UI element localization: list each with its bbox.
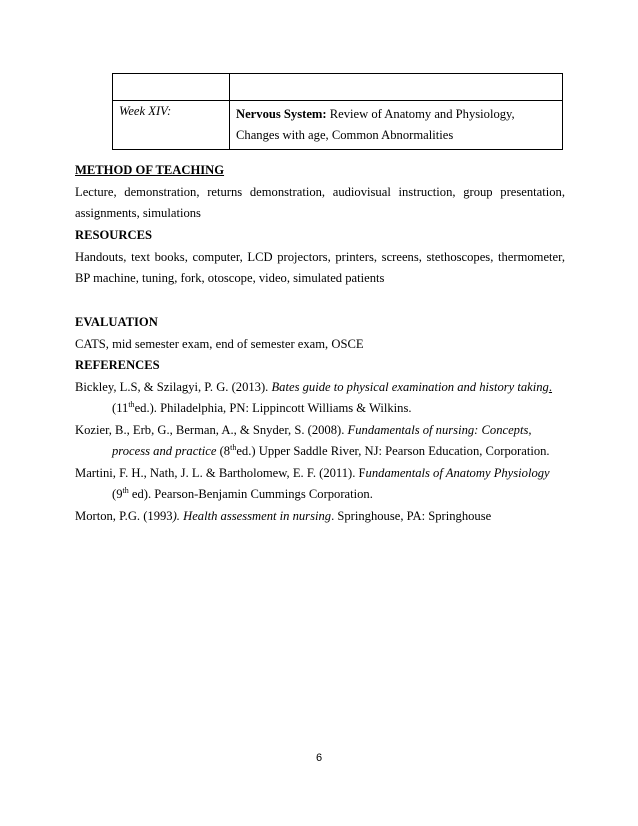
ref-title: Bates guide to physical examination and history taking xyxy=(271,379,549,394)
ref-title: Fundamentals of nursing: Concepts, process and practice xyxy=(112,422,532,458)
week-topic xyxy=(230,101,563,150)
ref-title: ). Health assessment in nursing xyxy=(172,508,332,523)
reference-item xyxy=(75,506,565,528)
table-row-empty xyxy=(113,74,563,101)
evaluation-text: CATS, mid semester exam, end of semester exam, OSCE xyxy=(75,336,364,351)
ref-edition-sup: th xyxy=(122,485,129,495)
ref-authors: Morton, P.G. (1993 xyxy=(75,508,173,523)
week-table xyxy=(112,73,563,150)
ref-authors: Kozier, B., Erb, G., Berman, A., & Snyder, S. (2008). xyxy=(75,422,348,437)
reference-item xyxy=(75,420,565,463)
ref-edition: (8 xyxy=(216,444,231,458)
method-heading: METHOD OF TEACHING xyxy=(75,163,225,177)
page-number: 6 xyxy=(315,752,323,764)
reference-item xyxy=(75,377,565,420)
table-row-week xyxy=(113,101,563,150)
ref-authors: Martini, F. H., Nath, J. L. & Bartholomew, E. F. (2011). F xyxy=(75,465,366,480)
resources-section xyxy=(75,225,565,290)
references-section xyxy=(75,355,565,527)
ref-title: undamentals of Anatomy Physiology xyxy=(365,465,550,480)
references-heading: REFERENCES xyxy=(75,358,160,372)
ref-edition-sup: th xyxy=(230,442,237,452)
ref-edition: (11 xyxy=(112,401,129,415)
week-label: Week XIV: xyxy=(113,101,230,150)
evaluation-section xyxy=(75,312,565,355)
ref-publisher: . Springhouse, PA: Springhouse xyxy=(331,508,492,523)
topic-text: Review of Anatomy and Physiology, Changes with age, Common Abnormalities xyxy=(236,107,515,142)
ref-tail: . xyxy=(548,379,553,394)
ref-publisher: ed). Pearson-Benjamin Cummings Corporation. xyxy=(128,487,373,501)
reference-item xyxy=(75,463,565,506)
ref-edition-sup: th xyxy=(128,399,135,409)
table-cell-empty-1 xyxy=(113,74,230,101)
ref-publisher: ed.). Philadelphia, PN: Lippincott Williams & Wilkins. xyxy=(134,401,412,415)
method-section xyxy=(75,160,565,225)
resources-text: Handouts, text books, computer, LCD projectors, printers, screens, stethoscopes, thermometer, BP machine, tuning, fork, otoscope, video, simulated patients xyxy=(75,249,565,285)
table-cell-empty-2 xyxy=(230,74,563,101)
method-text: Lecture, demonstration, returns demonstration, audiovisual instruction, group presentation, assignments, simulations xyxy=(75,184,565,220)
evaluation-heading: EVALUATION xyxy=(75,315,158,329)
ref-publisher: ed.) Upper Saddle River, NJ: Pearson Education, Corporation. xyxy=(236,444,550,458)
topic-bold: Nervous System: xyxy=(236,107,327,121)
ref-edition: (9 xyxy=(112,487,123,501)
ref-authors: Bickley, L.S, & Szilagyi, P. G. (2013). xyxy=(75,379,272,394)
resources-heading: RESOURCES xyxy=(75,228,152,242)
